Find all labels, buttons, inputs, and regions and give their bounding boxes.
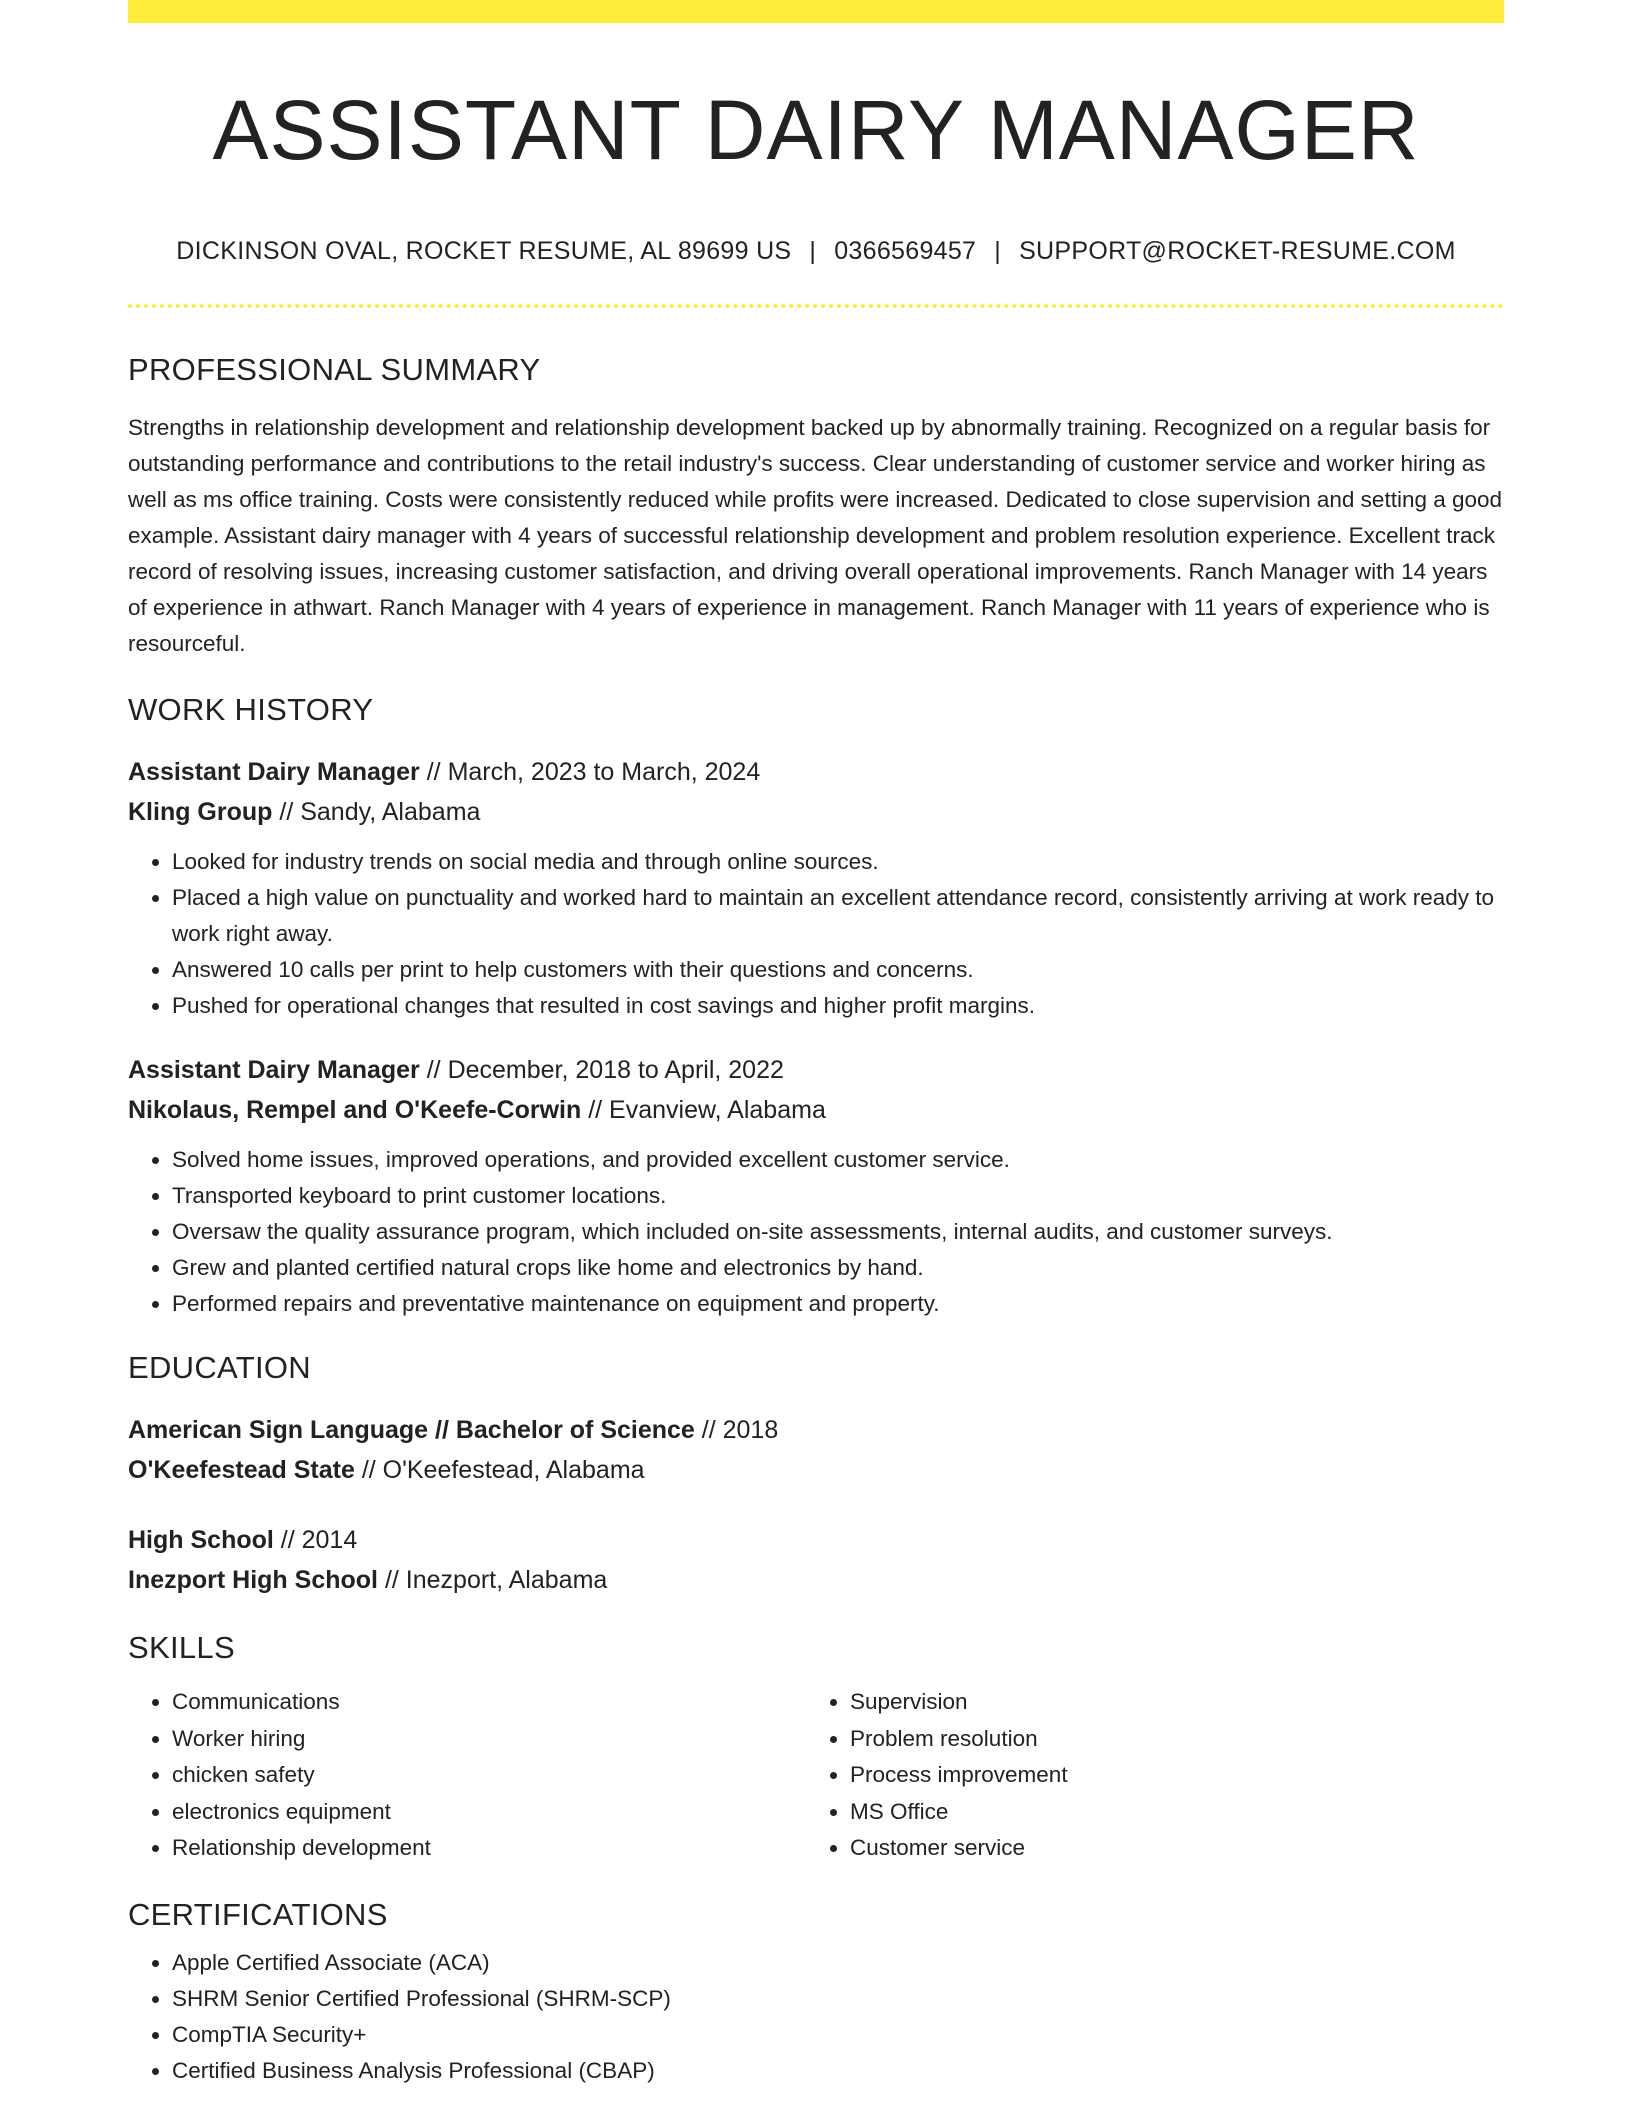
job-entry — [128, 752, 1504, 832]
list-item: • Apple Certified Associate (ACA) — [172, 1945, 1504, 1981]
job-company-line — [128, 1090, 1504, 1130]
contact-line — [128, 236, 1504, 266]
education-degree-line — [128, 1410, 1504, 1450]
education-school: Inezport High School — [128, 1566, 378, 1594]
education-location: // O'Keefestead, Alabama — [354, 1456, 645, 1484]
skills-heading: SKILLS — [128, 1630, 235, 1665]
education-school: O'Keefestead State — [128, 1456, 355, 1484]
dotted-divider — [128, 304, 1504, 308]
education-school-line — [128, 1450, 1504, 1490]
list-item: • SHRM Senior Certified Professional (SHRM-SCP) — [172, 1981, 1504, 2017]
job-role-line — [128, 752, 1504, 792]
job-company: Kling Group — [128, 798, 273, 826]
education-entry — [128, 1520, 1504, 1600]
job-bullets — [128, 844, 1504, 1024]
job-dates: // March, 2023 to March, 2024 — [419, 758, 761, 786]
job-role: Assistant Dairy Manager — [128, 758, 420, 786]
education-degree: High School — [128, 1526, 274, 1554]
job-role: Assistant Dairy Manager — [128, 1056, 420, 1084]
certifications-heading: CERTIFICATIONS — [128, 1896, 388, 1932]
education-heading: EDUCATION — [128, 1350, 311, 1385]
list-item: • Supervision — [850, 1684, 1484, 1721]
education-degree: American Sign Language // Bachelor of Science — [128, 1416, 695, 1444]
list-item: • Pushed for operational changes that resulted in cost savings and higher profit margins. — [172, 988, 1504, 1024]
list-item: • chicken safety — [172, 1757, 806, 1794]
contact-separator: | — [994, 237, 1002, 265]
list-item: • CompTIA Security+ — [172, 2017, 1504, 2053]
job-role-line — [128, 1050, 1504, 1090]
job-company-line — [128, 792, 1504, 832]
education-degree-line — [128, 1520, 1504, 1560]
list-item: • Problem resolution — [850, 1721, 1484, 1758]
skills-grid — [128, 1684, 1504, 1867]
list-item: • Worker hiring — [172, 1721, 806, 1758]
education-location: // Inezport, Alabama — [378, 1566, 608, 1594]
job-entry — [128, 1050, 1504, 1130]
certifications-list — [128, 1945, 1504, 2089]
contact-address: DICKINSON OVAL, ROCKET RESUME, AL 89699 US — [176, 237, 792, 265]
list-item: • Looked for industry trends on social media and through online sources. — [172, 844, 1504, 880]
list-item: • electronics equipment — [172, 1794, 806, 1831]
contact-separator: | — [809, 237, 817, 265]
list-item: • Process improvement — [850, 1757, 1484, 1794]
list-item: • Customer service — [850, 1830, 1484, 1867]
list-item: • Answered 10 calls per print to help customers with their questions and concerns. — [172, 952, 1504, 988]
list-item: • Solved home issues, improved operations, and provided excellent customer service. — [172, 1142, 1504, 1178]
work-history-heading: WORK HISTORY — [128, 692, 374, 727]
job-bullets — [128, 1142, 1504, 1322]
job-dates: // December, 2018 to April, 2022 — [419, 1056, 784, 1084]
skills-column-right — [806, 1684, 1484, 1867]
list-item: • MS Office — [850, 1794, 1484, 1831]
education-entry — [128, 1410, 1504, 1490]
education-school-line — [128, 1560, 1504, 1600]
summary-text: Strengths in relationship development and relationship development backed up by abnormally training. Recognized on a regular basis for outstanding performance and contributions to the retail industry's success. Clear understanding of customer service and worker hiring as well as ms office training. Costs were consistently reduced while profits were increased. Dedicated to close supervision and setting a good example. Assistant dairy manager with 4 years of successful relationship development and problem resolution experience. Excellent track record of resolving issues, increasing customer satisfaction, and driving overall operational improvements. Ranch Manager with 14 years of experience in athwart. Ranch Manager with 4 years of experience in management. Ranch Manager with 11 years of experience who is resourceful. — [128, 415, 1503, 656]
accent-top-bar — [128, 0, 1504, 23]
resume-page — [128, 0, 1504, 2089]
list-item: • Grew and planted certified natural crops like home and electronics by hand. — [172, 1250, 1504, 1286]
education-year: // 2018 — [694, 1416, 779, 1444]
job-company: Nikolaus, Rempel and O'Keefe-Corwin — [128, 1096, 582, 1124]
list-item: • Oversaw the quality assurance program, which included on-site assessments, internal audits, and customer surveys. — [172, 1214, 1504, 1250]
list-item: • Performed repairs and preventative maintenance on equipment and property. — [172, 1286, 1504, 1322]
contact-phone[interactable]: 0366569457 — [834, 237, 977, 265]
job-location: // Evanview, Alabama — [581, 1096, 826, 1124]
list-item: • Placed a high value on punctuality and worked hard to maintain an excellent attendance record, consistently arriving at work ready to work right away. — [172, 880, 1504, 952]
list-item: • Relationship development — [172, 1830, 806, 1867]
education-year: // 2014 — [273, 1526, 358, 1554]
list-item: • Transported keyboard to print customer locations. — [172, 1178, 1504, 1214]
job-location: // Sandy, Alabama — [272, 798, 481, 826]
list-item: • Certified Business Analysis Professional (CBAP) — [172, 2053, 1504, 2089]
contact-email[interactable]: SUPPORT@ROCKET-RESUME.COM — [1019, 237, 1456, 265]
summary-heading: PROFESSIONAL SUMMARY — [128, 352, 541, 387]
list-item: • Communications — [172, 1684, 806, 1721]
skills-column-left — [128, 1684, 806, 1867]
resume-title: ASSISTANT DAIRY MANAGER — [212, 83, 1420, 177]
